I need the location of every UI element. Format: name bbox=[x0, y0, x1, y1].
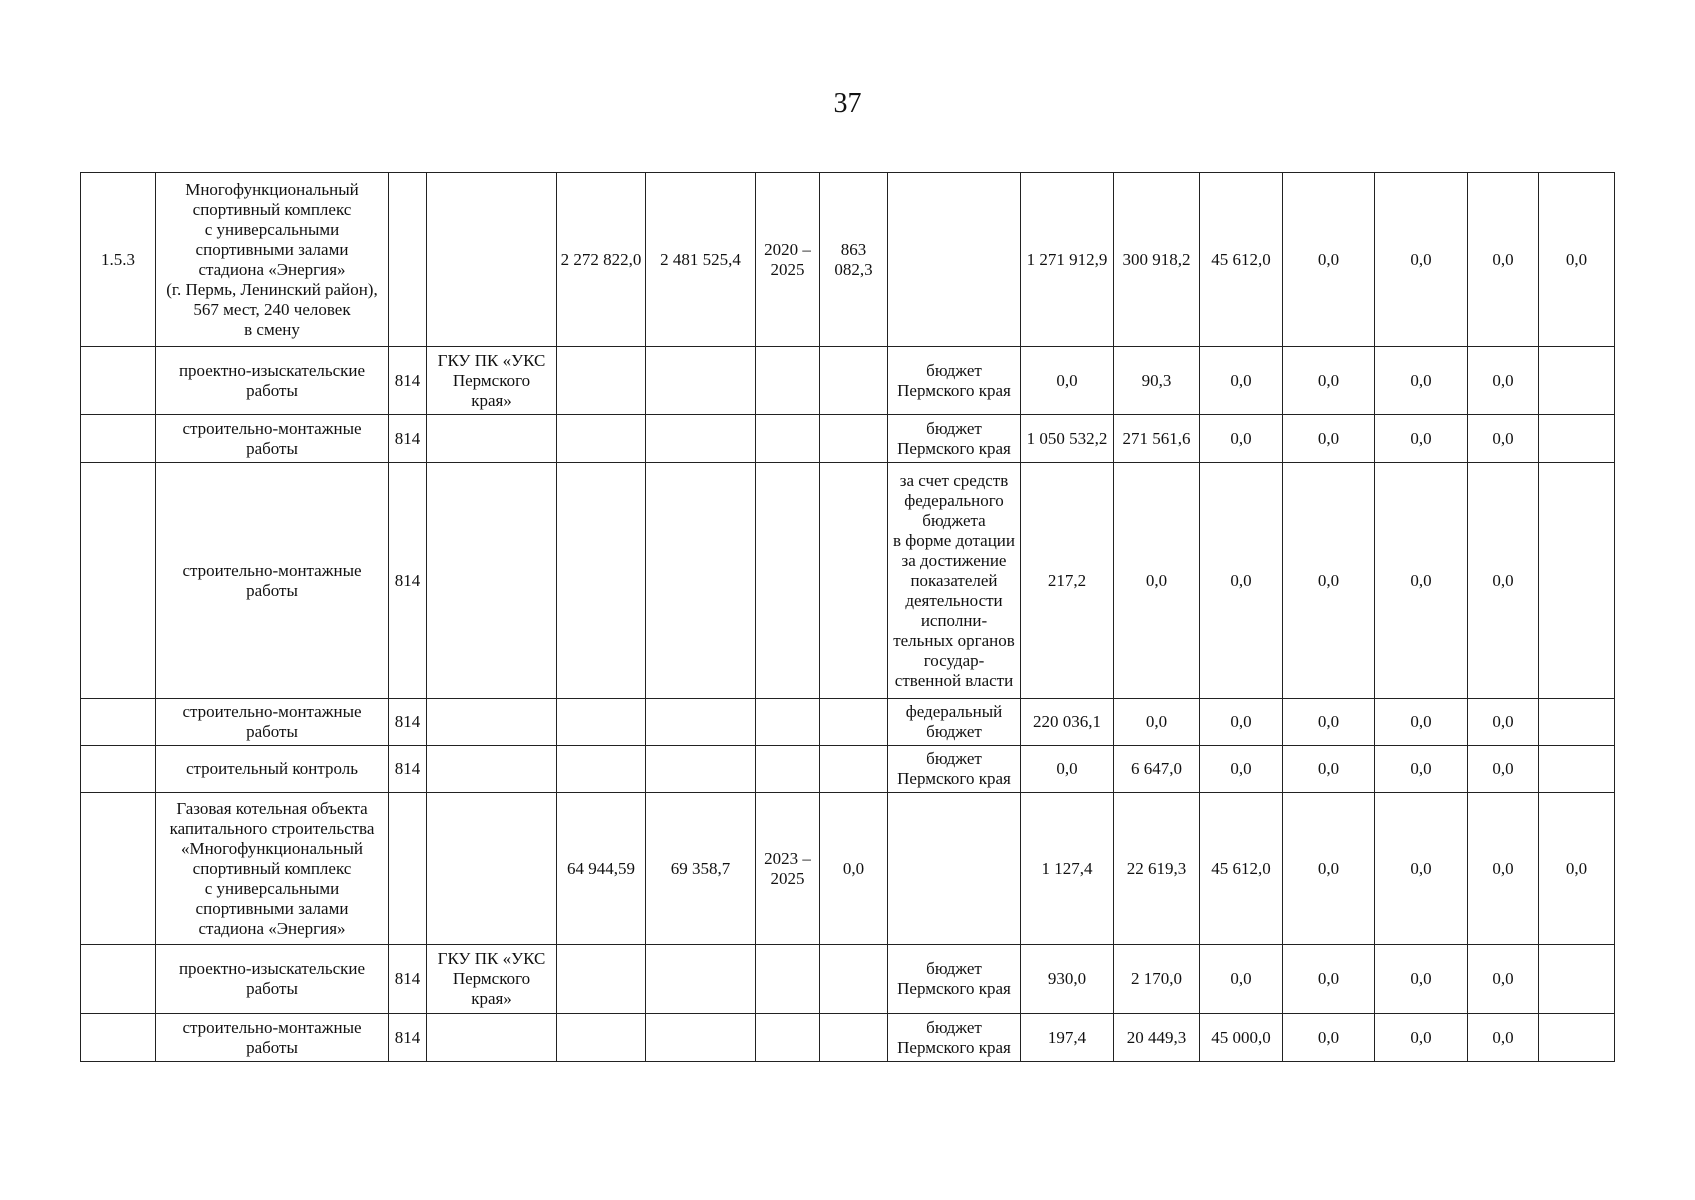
funding-value-3: 0,0 bbox=[1200, 945, 1283, 1014]
table-row bbox=[81, 699, 1615, 746]
funding-value-1: 0,0 bbox=[1021, 347, 1114, 415]
funding-source bbox=[888, 793, 1021, 945]
funding-value-3: 45 612,0 bbox=[1200, 793, 1283, 945]
funding-source: бюджет Пермского края bbox=[888, 1014, 1021, 1062]
funding-value-7 bbox=[1539, 347, 1615, 415]
current-cost bbox=[646, 415, 756, 463]
funding-value-4: 0,0 bbox=[1283, 347, 1375, 415]
funding-value-3: 0,0 bbox=[1200, 415, 1283, 463]
funding-value-5: 0,0 bbox=[1375, 173, 1468, 347]
responsible-org: ГКУ ПК «УКС Пермского края» bbox=[427, 945, 557, 1014]
responsible-org: ГКУ ПК «УКС Пермского края» bbox=[427, 347, 557, 415]
item-name: Многофункциональный спортивный комплекс с универсальными спортивными залами стадиона «Энергия» (г. Пермь, Ленинский район), 567 мест, 240 человек в смену bbox=[156, 173, 389, 347]
funding-value-5: 0,0 bbox=[1375, 793, 1468, 945]
completed-amount: 0,0 bbox=[820, 793, 888, 945]
funding-value-6: 0,0 bbox=[1468, 746, 1539, 793]
completed-amount bbox=[820, 415, 888, 463]
completed-amount bbox=[820, 945, 888, 1014]
responsible-org bbox=[427, 1014, 557, 1062]
funding-value-5: 0,0 bbox=[1375, 347, 1468, 415]
table-row bbox=[81, 347, 1615, 415]
estimated-cost bbox=[557, 347, 646, 415]
estimated-cost: 2 272 822,0 bbox=[557, 173, 646, 347]
funding-value-3: 0,0 bbox=[1200, 463, 1283, 699]
funding-value-7 bbox=[1539, 463, 1615, 699]
completed-amount bbox=[820, 699, 888, 746]
funding-value-2: 20 449,3 bbox=[1114, 1014, 1200, 1062]
funding-value-5: 0,0 bbox=[1375, 1014, 1468, 1062]
funding-value-6: 0,0 bbox=[1468, 945, 1539, 1014]
current-cost bbox=[646, 347, 756, 415]
construction-period bbox=[756, 415, 820, 463]
funding-value-5: 0,0 bbox=[1375, 699, 1468, 746]
table-row bbox=[81, 173, 1615, 347]
item-code bbox=[389, 173, 427, 347]
completed-amount bbox=[820, 463, 888, 699]
row-number bbox=[81, 415, 156, 463]
responsible-org bbox=[427, 746, 557, 793]
funding-value-4: 0,0 bbox=[1283, 1014, 1375, 1062]
current-cost: 69 358,7 bbox=[646, 793, 756, 945]
funding-source: бюджет Пермского края bbox=[888, 945, 1021, 1014]
item-code: 814 bbox=[389, 415, 427, 463]
funding-value-1: 197,4 bbox=[1021, 1014, 1114, 1062]
construction-period bbox=[756, 1014, 820, 1062]
funding-value-6: 0,0 bbox=[1468, 699, 1539, 746]
funding-value-7 bbox=[1539, 746, 1615, 793]
table-row bbox=[81, 1014, 1615, 1062]
funding-source bbox=[888, 173, 1021, 347]
item-code: 814 bbox=[389, 945, 427, 1014]
item-name: строительно-монтажные работы bbox=[156, 463, 389, 699]
funding-value-7 bbox=[1539, 945, 1615, 1014]
funding-value-3: 45 612,0 bbox=[1200, 173, 1283, 347]
table-row bbox=[81, 945, 1615, 1014]
funding-value-5: 0,0 bbox=[1375, 746, 1468, 793]
table-row bbox=[81, 793, 1615, 945]
estimated-cost bbox=[557, 1014, 646, 1062]
funding-value-2: 90,3 bbox=[1114, 347, 1200, 415]
funding-value-5: 0,0 bbox=[1375, 945, 1468, 1014]
funding-source: за счет средств федерального бюджета в форме дотации за достижение показателей деятельности исполни- тельных органов государ- ственной власти bbox=[888, 463, 1021, 699]
budget-table-body bbox=[81, 173, 1615, 1062]
funding-value-3: 45 000,0 bbox=[1200, 1014, 1283, 1062]
funding-value-1: 220 036,1 bbox=[1021, 699, 1114, 746]
construction-period bbox=[756, 463, 820, 699]
completed-amount bbox=[820, 1014, 888, 1062]
funding-value-5: 0,0 bbox=[1375, 463, 1468, 699]
item-name: проектно-изыскательские работы bbox=[156, 945, 389, 1014]
item-name: строительно-монтажные работы bbox=[156, 699, 389, 746]
current-cost: 2 481 525,4 bbox=[646, 173, 756, 347]
funding-value-2: 6 647,0 bbox=[1114, 746, 1200, 793]
funding-value-1: 0,0 bbox=[1021, 746, 1114, 793]
funding-value-4: 0,0 bbox=[1283, 746, 1375, 793]
current-cost bbox=[646, 945, 756, 1014]
funding-source: бюджет Пермского края bbox=[888, 746, 1021, 793]
funding-value-7: 0,0 bbox=[1539, 793, 1615, 945]
funding-value-7 bbox=[1539, 415, 1615, 463]
funding-value-4: 0,0 bbox=[1283, 945, 1375, 1014]
item-name: Газовая котельная объекта капитального строительства «Многофункциональный спортивный комплекс с универсальными спортивными залами стадиона «Энергия» bbox=[156, 793, 389, 945]
construction-period: 2020 – 2025 bbox=[756, 173, 820, 347]
funding-value-4: 0,0 bbox=[1283, 793, 1375, 945]
table-row bbox=[81, 415, 1615, 463]
item-name: строительный контроль bbox=[156, 746, 389, 793]
funding-value-2: 2 170,0 bbox=[1114, 945, 1200, 1014]
row-number bbox=[81, 699, 156, 746]
responsible-org bbox=[427, 173, 557, 347]
funding-value-2: 300 918,2 bbox=[1114, 173, 1200, 347]
funding-value-3: 0,0 bbox=[1200, 699, 1283, 746]
row-number bbox=[81, 347, 156, 415]
row-number bbox=[81, 1014, 156, 1062]
row-number bbox=[81, 463, 156, 699]
funding-value-2: 0,0 bbox=[1114, 699, 1200, 746]
funding-value-6: 0,0 bbox=[1468, 463, 1539, 699]
completed-amount: 863 082,3 bbox=[820, 173, 888, 347]
funding-value-3: 0,0 bbox=[1200, 746, 1283, 793]
row-number bbox=[81, 793, 156, 945]
funding-value-1: 217,2 bbox=[1021, 463, 1114, 699]
construction-period bbox=[756, 746, 820, 793]
table-row bbox=[81, 463, 1615, 699]
responsible-org bbox=[427, 463, 557, 699]
responsible-org bbox=[427, 415, 557, 463]
responsible-org bbox=[427, 793, 557, 945]
funding-value-4: 0,0 bbox=[1283, 463, 1375, 699]
current-cost bbox=[646, 463, 756, 699]
funding-value-4: 0,0 bbox=[1283, 173, 1375, 347]
item-code: 814 bbox=[389, 699, 427, 746]
item-code: 814 bbox=[389, 1014, 427, 1062]
estimated-cost bbox=[557, 463, 646, 699]
current-cost bbox=[646, 746, 756, 793]
estimated-cost bbox=[557, 415, 646, 463]
funding-value-3: 0,0 bbox=[1200, 347, 1283, 415]
funding-value-2: 271 561,6 bbox=[1114, 415, 1200, 463]
item-code: 814 bbox=[389, 347, 427, 415]
estimated-cost bbox=[557, 945, 646, 1014]
funding-value-1: 1 271 912,9 bbox=[1021, 173, 1114, 347]
estimated-cost bbox=[557, 699, 646, 746]
funding-value-1: 1 050 532,2 bbox=[1021, 415, 1114, 463]
funding-value-7: 0,0 bbox=[1539, 173, 1615, 347]
item-name: строительно-монтажные работы bbox=[156, 415, 389, 463]
construction-period bbox=[756, 699, 820, 746]
funding-value-6: 0,0 bbox=[1468, 415, 1539, 463]
funding-value-4: 0,0 bbox=[1283, 699, 1375, 746]
row-number bbox=[81, 746, 156, 793]
completed-amount bbox=[820, 347, 888, 415]
item-code bbox=[389, 793, 427, 945]
item-name: строительно-монтажные работы bbox=[156, 1014, 389, 1062]
funding-value-6: 0,0 bbox=[1468, 1014, 1539, 1062]
construction-period bbox=[756, 347, 820, 415]
item-code: 814 bbox=[389, 746, 427, 793]
funding-value-4: 0,0 bbox=[1283, 415, 1375, 463]
budget-table bbox=[80, 172, 1615, 1062]
funding-value-2: 0,0 bbox=[1114, 463, 1200, 699]
funding-source: федеральный бюджет bbox=[888, 699, 1021, 746]
funding-value-5: 0,0 bbox=[1375, 415, 1468, 463]
funding-value-2: 22 619,3 bbox=[1114, 793, 1200, 945]
funding-value-1: 930,0 bbox=[1021, 945, 1114, 1014]
row-number bbox=[81, 945, 156, 1014]
funding-value-6: 0,0 bbox=[1468, 793, 1539, 945]
responsible-org bbox=[427, 699, 557, 746]
page-number: 37 bbox=[833, 88, 862, 119]
funding-source: бюджет Пермского края bbox=[888, 415, 1021, 463]
estimated-cost: 64 944,59 bbox=[557, 793, 646, 945]
row-number: 1.5.3 bbox=[81, 173, 156, 347]
funding-value-7 bbox=[1539, 699, 1615, 746]
funding-value-1: 1 127,4 bbox=[1021, 793, 1114, 945]
funding-value-6: 0,0 bbox=[1468, 347, 1539, 415]
funding-source: бюджет Пермского края bbox=[888, 347, 1021, 415]
table-row bbox=[81, 746, 1615, 793]
current-cost bbox=[646, 1014, 756, 1062]
item-name: проектно-изыскательские работы bbox=[156, 347, 389, 415]
completed-amount bbox=[820, 746, 888, 793]
estimated-cost bbox=[557, 746, 646, 793]
construction-period: 2023 – 2025 bbox=[756, 793, 820, 945]
funding-value-6: 0,0 bbox=[1468, 173, 1539, 347]
current-cost bbox=[646, 699, 756, 746]
funding-value-7 bbox=[1539, 1014, 1615, 1062]
construction-period bbox=[756, 945, 820, 1014]
item-code: 814 bbox=[389, 463, 427, 699]
